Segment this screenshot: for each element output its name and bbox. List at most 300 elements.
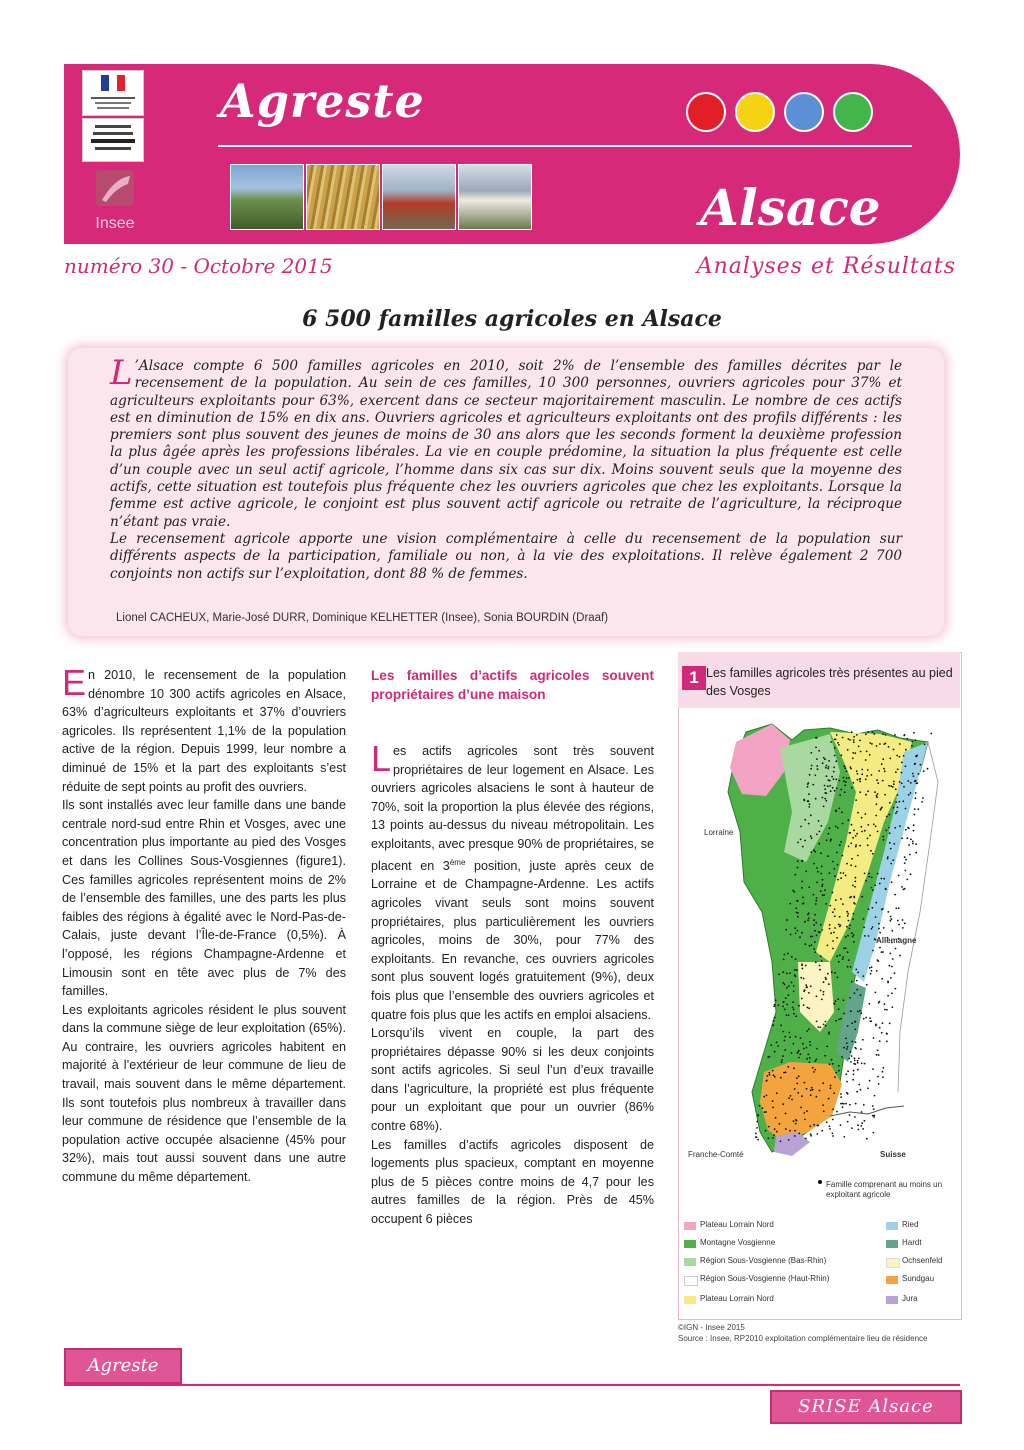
map-dot xyxy=(847,1070,849,1072)
map-dot xyxy=(817,1026,819,1028)
map-dot xyxy=(899,955,901,957)
map-dot xyxy=(834,790,836,792)
map-dot xyxy=(783,1001,785,1003)
map-dot xyxy=(899,825,901,827)
photo-tractor xyxy=(382,164,456,230)
map-dot xyxy=(856,833,858,835)
map-dot xyxy=(813,919,815,921)
map-dot xyxy=(885,888,887,890)
map-dot xyxy=(876,1054,878,1056)
map-dot xyxy=(807,1054,809,1056)
map-dot xyxy=(899,743,901,745)
map-dot xyxy=(879,1027,881,1029)
map-dot xyxy=(843,780,845,782)
map-dot xyxy=(883,768,885,770)
map-dot xyxy=(797,912,799,914)
map-dot xyxy=(762,1107,764,1109)
map-dot xyxy=(840,898,842,900)
map-dot xyxy=(778,973,780,975)
map-dot xyxy=(845,875,847,877)
map-dot xyxy=(882,1076,884,1078)
map-dot xyxy=(814,1060,816,1062)
map-dot xyxy=(816,1021,818,1023)
map-dot xyxy=(756,1121,758,1123)
map-dot xyxy=(889,965,891,967)
map-dot xyxy=(818,820,820,822)
map-dot xyxy=(898,801,900,803)
map-dot xyxy=(782,1031,784,1033)
abstract-dropcap: L xyxy=(110,353,133,393)
legend-label: Région Sous-Vosgienne (Haut-Rhin) xyxy=(700,1274,830,1283)
map-dot xyxy=(905,829,907,831)
map-dot xyxy=(784,1009,786,1011)
map-dot xyxy=(882,1067,884,1069)
body-paragraph-text: n 2010, le recensement de la population dénombre 10 300 actifs agricoles en Alsace, 63% d’agriculteurs exploitants et 37% d’ouvriers agricoles. Ils représentent 1,1% de la population active de la région. Depuis 1999, leur nombre a diminué de 15% et la part des exploitants s’est réduite de sept points au profit des ouvriers. xyxy=(62,668,346,794)
map-dot xyxy=(828,1098,830,1100)
map-dot xyxy=(872,889,874,891)
map-dot xyxy=(854,1060,856,1062)
map-dot xyxy=(849,1104,851,1106)
map-dot xyxy=(891,1006,893,1008)
map-dot xyxy=(876,745,878,747)
map-dot xyxy=(809,803,811,805)
body-column-1 xyxy=(62,662,346,1187)
map-dot xyxy=(836,852,838,854)
map-dot xyxy=(893,783,895,785)
map-dot xyxy=(923,770,925,772)
map-dot xyxy=(905,765,907,767)
map-dot xyxy=(787,1066,789,1068)
map-dot xyxy=(832,1133,834,1135)
map-dot xyxy=(887,981,889,983)
map-dot xyxy=(880,808,882,810)
map-dot xyxy=(794,1135,796,1137)
map-dot xyxy=(891,992,893,994)
map-dot xyxy=(892,958,894,960)
map-dot xyxy=(802,968,804,970)
map-dot xyxy=(898,875,900,877)
map-dot xyxy=(916,782,918,784)
map-dot xyxy=(891,881,893,883)
map-dot xyxy=(786,919,788,921)
map-dot xyxy=(821,866,823,868)
map-dot xyxy=(868,873,870,875)
map-dot xyxy=(882,1022,884,1024)
map-dot xyxy=(877,782,879,784)
map-dot xyxy=(857,812,859,814)
map-dot xyxy=(795,1119,797,1121)
map-dot xyxy=(838,808,840,810)
map-dot xyxy=(867,731,869,733)
issue-number: numéro 30 - Octobre 2015 xyxy=(64,254,333,278)
map-dot xyxy=(836,1111,838,1113)
map-dot xyxy=(790,934,792,936)
map-dot xyxy=(796,900,798,902)
map-dot xyxy=(825,1025,827,1027)
map-dot xyxy=(838,961,840,963)
map-dot xyxy=(828,1033,830,1035)
map-dot xyxy=(837,864,839,866)
map-dot xyxy=(812,1067,814,1069)
map-dot xyxy=(828,833,830,835)
map-dot xyxy=(810,1135,812,1137)
map-dot xyxy=(826,839,828,841)
map-dot xyxy=(816,765,818,767)
map-dot xyxy=(832,1119,834,1121)
map-dot xyxy=(854,752,856,754)
map-dot xyxy=(816,935,818,937)
map-dot xyxy=(835,1000,837,1002)
map-dot xyxy=(814,774,816,776)
map-dot xyxy=(896,755,898,757)
map-dot xyxy=(857,1124,859,1126)
figure-title: Les familles agricoles très présentes au pied des Vosges xyxy=(706,666,953,698)
map-dot xyxy=(826,775,828,777)
map-dot xyxy=(887,856,889,858)
map-dot xyxy=(797,1052,799,1054)
map-dot xyxy=(829,924,831,926)
map-dot xyxy=(823,806,825,808)
map-dot xyxy=(873,823,875,825)
map-dot xyxy=(881,909,883,911)
map-dot xyxy=(834,1003,836,1005)
map-dot xyxy=(864,873,866,875)
map-dot xyxy=(781,1061,783,1063)
map-dot xyxy=(877,959,879,961)
map-dot xyxy=(844,791,846,793)
map-dot xyxy=(836,937,838,939)
publication-title: Agreste xyxy=(220,74,425,128)
map-dot xyxy=(867,769,869,771)
map-dot xyxy=(879,883,881,885)
map-dot xyxy=(902,919,904,921)
map-dot xyxy=(809,1044,811,1046)
map-dot xyxy=(853,741,855,743)
map-dot xyxy=(847,935,849,937)
map-dot xyxy=(796,969,798,971)
map-dot xyxy=(850,843,852,845)
map-dot xyxy=(857,1011,859,1013)
map-dot xyxy=(884,1003,886,1005)
map-dot xyxy=(872,926,874,928)
map-dot xyxy=(878,1083,880,1085)
map-dot xyxy=(791,1099,793,1101)
map-dot xyxy=(894,734,896,736)
legend-label: Jura xyxy=(902,1294,918,1303)
map-dot xyxy=(896,811,898,813)
map-dot xyxy=(855,969,857,971)
map-dot xyxy=(832,948,834,950)
map-dot xyxy=(819,969,821,971)
map-dot xyxy=(854,1029,856,1031)
map-dot xyxy=(813,863,815,865)
map-dot xyxy=(809,1061,811,1063)
map-dot xyxy=(855,866,857,868)
map-dot xyxy=(783,1072,785,1074)
map-dot xyxy=(767,1056,769,1058)
map-dot xyxy=(792,1001,794,1003)
map-dot xyxy=(853,739,855,741)
map-dot xyxy=(855,1041,857,1043)
map-dot xyxy=(817,1125,819,1127)
map-dot xyxy=(879,1001,881,1003)
map-dot xyxy=(846,770,848,772)
map-dot xyxy=(860,1048,862,1050)
map-dot xyxy=(865,759,867,761)
map-dot xyxy=(786,1014,788,1016)
map-dot xyxy=(856,989,858,991)
map-dot xyxy=(835,899,837,901)
abstract-paragraph: Le recensement agricole apporte une vision complémentaire à celle du recensement de la population sur différents aspects de la participation, familiale ou non, à la vie des exploitations. Il relève également 2 700 conjoints non actifs sur l’exploitation, dont 88 % de femmes. xyxy=(110,530,902,582)
map-dot xyxy=(832,787,834,789)
map-dot xyxy=(876,796,878,798)
map-dot xyxy=(815,1059,817,1061)
map-dot xyxy=(849,997,851,999)
map-dot xyxy=(884,794,886,796)
map-dot xyxy=(844,765,846,767)
map-dot xyxy=(793,985,795,987)
map-dot xyxy=(852,936,854,938)
map-dot xyxy=(795,1015,797,1017)
map-dot xyxy=(853,1063,855,1065)
green-dot-icon xyxy=(833,92,873,132)
map-dot xyxy=(881,763,883,765)
map-dot xyxy=(893,843,895,845)
map-dot xyxy=(874,884,876,886)
map-dot xyxy=(830,1087,832,1089)
map-dot xyxy=(789,1036,791,1038)
map-dot xyxy=(838,744,840,746)
map-dot xyxy=(860,994,862,996)
map-dot xyxy=(846,1042,848,1044)
map-dot xyxy=(775,1117,777,1119)
map-dot xyxy=(795,1036,797,1038)
map-dot xyxy=(868,1003,870,1005)
map-dot xyxy=(832,1108,834,1110)
map-dot xyxy=(905,808,907,810)
map-dot xyxy=(828,983,830,985)
map-dot xyxy=(836,734,838,736)
map-dot xyxy=(820,825,822,827)
map-dot xyxy=(826,792,828,794)
map-dot xyxy=(806,1110,808,1112)
map-dot xyxy=(793,1043,795,1045)
map-dot xyxy=(824,758,826,760)
map-dot xyxy=(809,774,811,776)
map-dot xyxy=(856,770,858,772)
map-dot xyxy=(851,981,853,983)
map-dot xyxy=(872,907,874,909)
map-dot xyxy=(890,916,892,918)
map-dot xyxy=(795,1123,797,1125)
legend-label: Région Sous-Vosgienne (Bas-Rhin) xyxy=(700,1256,827,1265)
map-dot xyxy=(856,1091,858,1093)
map-dot xyxy=(797,916,799,918)
map-dot xyxy=(774,1004,776,1006)
map-dot xyxy=(897,920,899,922)
map-dot xyxy=(843,1047,845,1049)
map-dot xyxy=(840,841,842,843)
map-dot xyxy=(794,1088,796,1090)
map-dot xyxy=(872,1105,874,1107)
map-dot xyxy=(808,1028,810,1030)
map-dot xyxy=(784,984,786,986)
map-dot xyxy=(785,929,787,931)
map-dot xyxy=(886,1033,888,1035)
map-dot xyxy=(759,1105,761,1107)
map-dot xyxy=(840,872,842,874)
map-dot xyxy=(918,773,920,775)
map-dot xyxy=(816,834,818,836)
map-dot xyxy=(807,919,809,921)
map-dot xyxy=(884,770,886,772)
map-dot xyxy=(895,771,897,773)
map-dot xyxy=(867,824,869,826)
map-dot xyxy=(816,758,818,760)
map-dot xyxy=(909,854,911,856)
map-dot xyxy=(872,853,874,855)
banner-divider xyxy=(218,145,912,147)
map-dot xyxy=(878,770,880,772)
map-dot xyxy=(912,841,914,843)
map-dot xyxy=(815,922,817,924)
map-dot xyxy=(839,844,841,846)
map-dot xyxy=(780,1025,782,1027)
map-dot xyxy=(823,991,825,993)
map-dot xyxy=(807,783,809,785)
map-dot xyxy=(915,780,917,782)
map-dot xyxy=(847,819,849,821)
map-dot xyxy=(803,990,805,992)
map-dot xyxy=(825,767,827,769)
map-dot xyxy=(903,786,905,788)
body-paragraph: Ils sont installés avec leur famille dans une bande centrale nord-sud entre Rhin et Vosges, avec une concentration plus importante au pied des Vosges et dans les Collines Sous-Vosgiennes (figure1). Ces familles agricoles représentent moins de 2% de l’ensemble des familles, une des parts les plus faibles des régions à égalité avec le Nord-Pas-de-Calais, juste devant l’Île-de-France (0,5%). À l’opposé, les régions Champagne-Ardenne et Limousin sont en tête avec plus de 7% des familles. xyxy=(62,798,346,999)
map-dot xyxy=(888,827,890,829)
map-dot xyxy=(842,737,844,739)
map-dot xyxy=(827,973,829,975)
map-dot xyxy=(853,1070,855,1072)
map-dot xyxy=(848,920,850,922)
map-dot xyxy=(788,994,790,996)
map-dot xyxy=(855,846,857,848)
map-region-jura xyxy=(774,1132,810,1156)
figure-source-line: Source : Insee, RP2010 exploitation complémentaire lieu de résidence xyxy=(678,1334,928,1343)
map-dot xyxy=(815,961,817,963)
map-dot xyxy=(860,1089,862,1091)
map-dot xyxy=(786,987,788,989)
map-dot xyxy=(859,1010,861,1012)
map-dot xyxy=(767,1138,769,1140)
map-dot xyxy=(780,1077,782,1079)
map-dot xyxy=(806,1030,808,1032)
map-dot xyxy=(822,1082,824,1084)
map-dot xyxy=(848,777,850,779)
map-dot xyxy=(818,931,820,933)
map-dot xyxy=(837,742,839,744)
map-dot xyxy=(883,878,885,880)
map-dot xyxy=(901,762,903,764)
map-dot xyxy=(803,800,805,802)
map-dot xyxy=(816,897,818,899)
map-dot xyxy=(864,813,866,815)
map-dot xyxy=(808,823,810,825)
map-dot xyxy=(788,1097,790,1099)
map-dot xyxy=(824,785,826,787)
map-dot xyxy=(794,927,796,929)
map-dot xyxy=(867,838,869,840)
map-dot xyxy=(828,1031,830,1033)
map-dot xyxy=(873,733,875,735)
map-dot xyxy=(830,838,832,840)
map-dot xyxy=(841,754,843,756)
map-dot xyxy=(879,1040,881,1042)
map-dot xyxy=(854,881,856,883)
map-dot xyxy=(801,1095,803,1097)
map-dot xyxy=(784,954,786,956)
map-dot xyxy=(793,1120,795,1122)
map-dot xyxy=(878,1054,880,1056)
map-dot xyxy=(854,1047,856,1049)
map-dot xyxy=(869,754,871,756)
map-dot xyxy=(829,1125,831,1127)
map-dot xyxy=(833,868,835,870)
map-dot xyxy=(788,1139,790,1141)
map-dot xyxy=(865,778,867,780)
map-dot xyxy=(811,936,813,938)
map-dot xyxy=(780,1140,782,1142)
map-dot xyxy=(849,739,851,741)
map-dot xyxy=(899,781,901,783)
map-dot xyxy=(905,870,907,872)
map-dot xyxy=(798,1005,800,1007)
map-dot xyxy=(847,915,849,917)
map-dot xyxy=(831,971,833,973)
map-dot xyxy=(853,896,855,898)
map-dot xyxy=(890,863,892,865)
map-dot xyxy=(869,742,871,744)
map-dot xyxy=(811,944,813,946)
map-dot xyxy=(852,752,854,754)
map-dot xyxy=(901,837,903,839)
map-dot xyxy=(805,965,807,967)
map-dot xyxy=(764,1111,766,1113)
map-dot xyxy=(862,1039,864,1041)
map-dot xyxy=(803,902,805,904)
map-dot xyxy=(788,1032,790,1034)
map-dot xyxy=(805,943,807,945)
map-dot xyxy=(825,800,827,802)
map-dot xyxy=(822,762,824,764)
map-dot xyxy=(826,1046,828,1048)
map-dot xyxy=(889,758,891,760)
map-dot xyxy=(850,1061,852,1063)
map-dot xyxy=(838,924,840,926)
map-dot xyxy=(774,1017,776,1019)
map-dot xyxy=(878,923,880,925)
map-dot xyxy=(819,965,821,967)
map-dot xyxy=(901,782,903,784)
legend-swatch xyxy=(684,1296,696,1304)
map-dot xyxy=(774,1076,776,1078)
map-dot xyxy=(804,819,806,821)
map-dot xyxy=(851,1055,853,1057)
map-dot xyxy=(846,926,848,928)
legend-label: Ried xyxy=(902,1220,919,1229)
republique-francaise-logo xyxy=(82,70,144,116)
map-dot xyxy=(786,973,788,975)
body-paragraph-text: position, juste après ceux de Lorraine et de Champagne-Ardenne. Les actifs agricoles vivant seuls sont moins souvent propriétaires, plus particulièrement les ouvriers agricoles, moins de 30%, pour 77% des exploitants. En revanche, ces ouvriers agricoles sont plus souvent logés gratuitement (9%), deux fois plus que l’ensemble des ouvriers agricoles et quatre fois plus que les actifs en emploi alsaciens. xyxy=(371,858,654,1022)
map-dot xyxy=(873,1108,875,1110)
